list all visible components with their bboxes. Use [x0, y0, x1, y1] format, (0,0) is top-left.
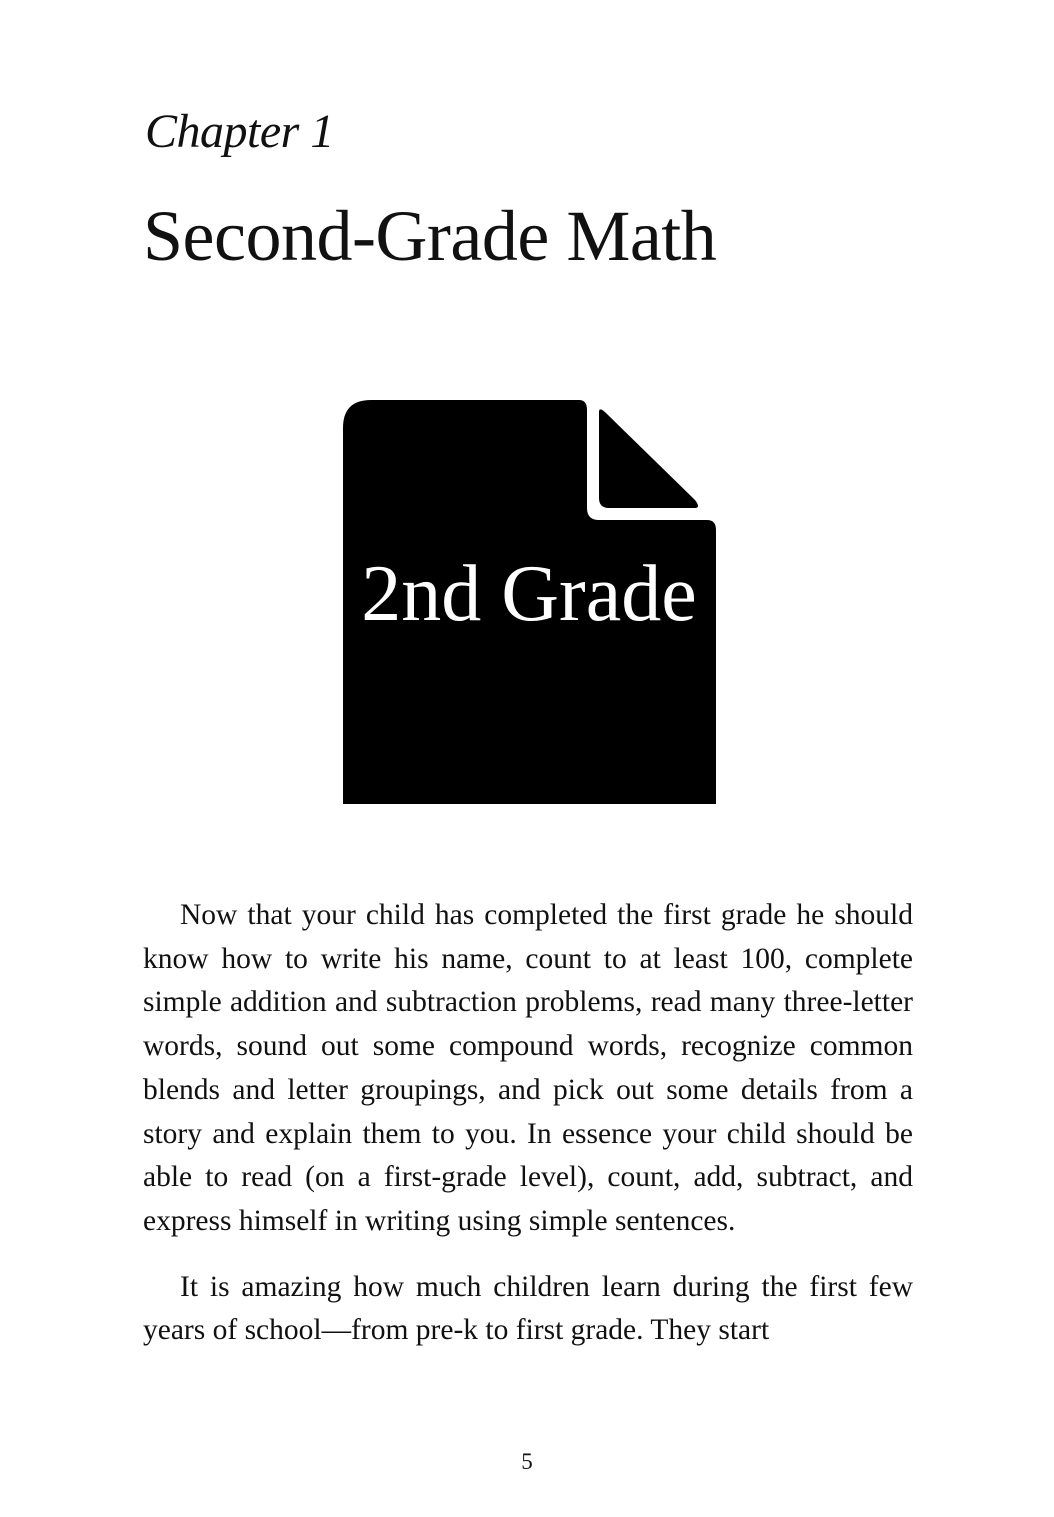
- chapter-title: Second-Grade Math: [143, 196, 717, 276]
- paragraph: Now that your child has completed the first grade he should know how to write his name, count to at least 100, complete simple addition and subtraction problems, read many three-letter words, sound out some compound words, recognize common blends and letter groupings, and pick out some details from a story and explain them to you. In essence your child should be able to read (on a first-grade level), count, add, subtract, and express himself in writing using simple sentences.: [143, 899, 913, 1237]
- body-text: [143, 894, 913, 1353]
- page-number: 5: [521, 1449, 533, 1474]
- chapter-label: Chapter 1: [145, 105, 334, 158]
- document-fold-corner: [599, 409, 698, 508]
- document-icon-label: 2nd Grade: [361, 550, 697, 638]
- paragraph: It is amazing how much children learn during the first few years of school—from pre-k to first grade. They start: [143, 1270, 913, 1347]
- document-icon: [343, 400, 716, 804]
